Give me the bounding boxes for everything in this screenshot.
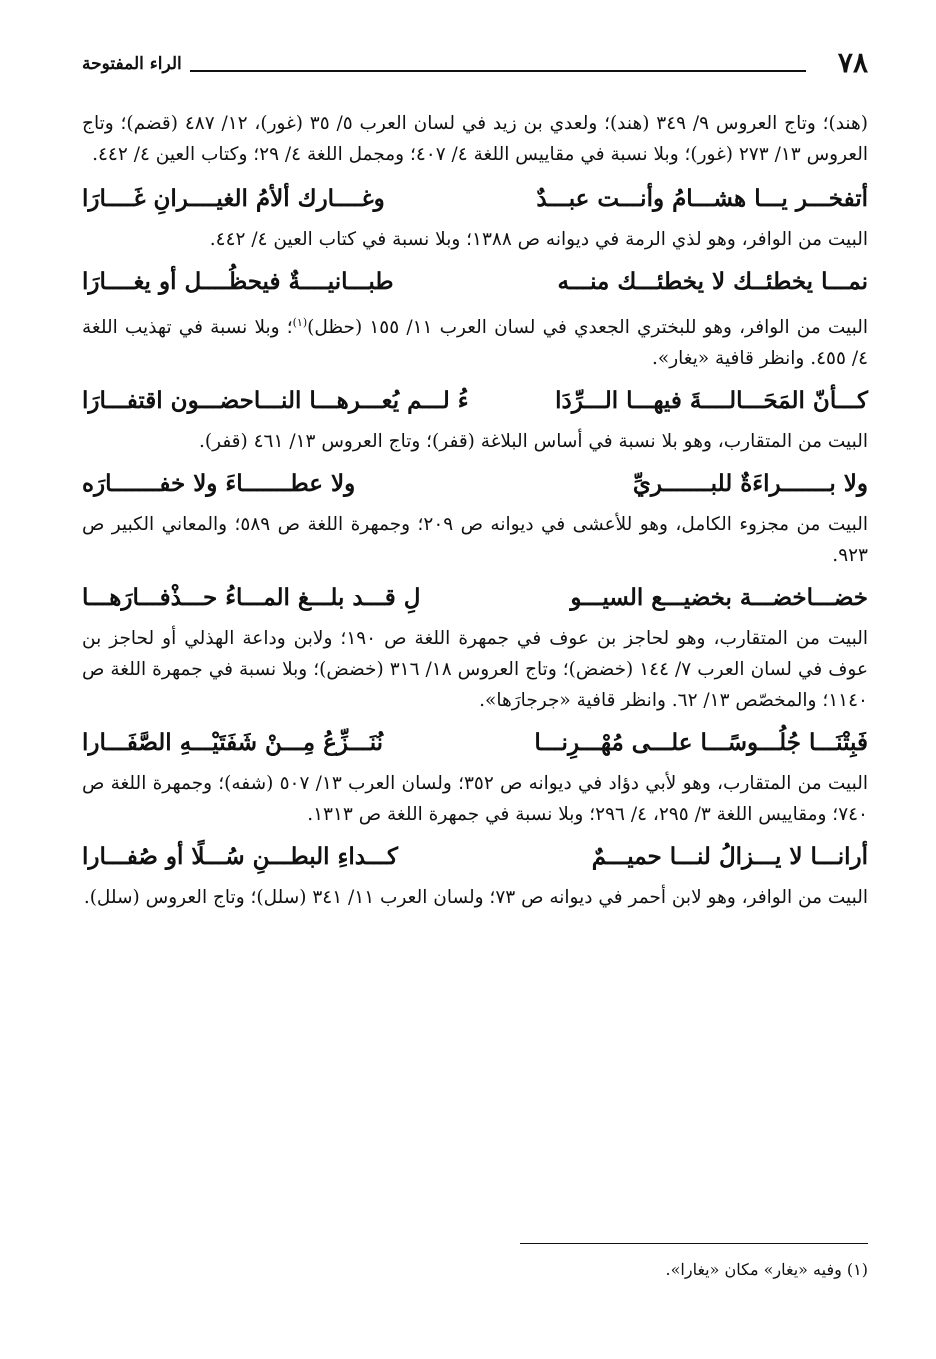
- verse-line: [82, 726, 868, 760]
- entry-2: [82, 265, 868, 374]
- verse-first-hemistich: فَبِتْنَـــا جُلُـــوسًـــا علـــى مُهْـــرِنـــا: [534, 729, 868, 757]
- entry-4: [82, 467, 868, 571]
- page-number: ٧٨: [837, 46, 868, 79]
- verse-second-hemistich: ولا عطـــــــاءَ ولا خفـــــــارَه: [82, 470, 356, 498]
- commentary: البيت من المتقارب، وهو بلا نسبة في أساس البلاغة (قفر)؛ وتاج العروس ١٣/ ٤٦١ (قفر).: [199, 431, 868, 453]
- entry-7: [82, 840, 868, 913]
- commentary: البيت من المتقارب، وهو لحاجز بن عوف في جمهرة اللغة ص ١٩٠؛ ولابن وداعة الهذلي أو لحاجز بن عوف في لسان العرب ٧/ ١٤٤ (خضض)؛ وتاج العروس ١٨/ ٣١٦ (خضض)؛ وبلا نسبة في جمهرة اللغة ص ١١٤٠؛ والمخصّص ١٣/ ٦٢. وانظر قافية «جرجارَها».: [82, 628, 869, 712]
- footnote-rule: [520, 1243, 868, 1244]
- verse-second-hemistich: ءُ لـــم يُعـــرهـــا النـــاحضـــون اقتفـــارَا: [82, 387, 469, 415]
- verse-line: [82, 265, 868, 299]
- commentary-tail: ؛ وبلا نسبة في تهذيب اللغة ٤/ ٤٥٥. وانظر قافية «يغار».: [82, 317, 868, 370]
- main-content: [82, 108, 868, 923]
- verse-line: [82, 467, 868, 501]
- verse-first-hemistich: كـــأنّ المَحَـــالــــةَ فيهـــا الـــرِّدَا: [555, 387, 868, 415]
- entry-5: [82, 581, 868, 716]
- entry-1: [82, 182, 868, 255]
- commentary: [82, 307, 868, 374]
- entry-3: [82, 384, 868, 457]
- verse-second-hemistich: لِ قـــد بلـــغ المـــاءُ حـــذْفـــارَهـــا: [82, 584, 421, 612]
- running-title: الراء المفتوحة: [82, 54, 182, 74]
- verse-first-hemistich: ولا بـــــــراءَةٌ للبـــــــريِّ: [632, 470, 868, 498]
- verse-first-hemistich: خضـــاخضـــة بخضيـــع السيـــو: [570, 584, 868, 612]
- verse-first-hemistich: أرانـــا لا يـــزالُ لنـــا حميـــمٌ: [591, 843, 868, 871]
- verse-line: [82, 840, 868, 874]
- verse-line: [82, 182, 868, 216]
- commentary: البيت من الوافر، وهو لابن أحمر في ديوانه ص ٧٣؛ ولسان العرب ١١/ ٣٤١ (سلل)؛ وتاج العروس (سلل).: [83, 887, 868, 909]
- verse-line: [82, 581, 868, 615]
- commentary: البيت من المتقارب، وهو لأبي دؤاد في ديوانه ص ٣٥٢؛ ولسان العرب ١٣/ ٥٠٧ (شفه)؛ وجمهرة اللغة ص ٧٤٠؛ ومقاييس اللغة ٣/ ٢٩٥، ٤/ ٢٩٦؛ وبلا نسبة في جمهرة اللغة ص ١٣١٣.: [82, 773, 868, 826]
- verse-second-hemistich: نُنَـــزِّعُ مِـــنْ شَفَتَيْـــهِ الصَّفَـــارا: [82, 729, 384, 757]
- verse-first-hemistich: أتفخـــر يـــا هشـــامُ وأنـــت عبـــدٌ: [536, 185, 868, 212]
- footnote: (١) وفيه «يغار» مكان «يغارا».: [665, 1260, 868, 1279]
- footnote-reference[interactable]: (١): [292, 316, 308, 329]
- intro-paragraph: (هند)؛ وتاج العروس ٩/ ٣٤٩ (هند)؛ ولعدي بن زيد في لسان العرب ٥/ ٣٥ (غور)، ١٢/ ٤٨٧ (قضم)؛ وتاج العروس ١٣/ ٢٧٣ (غور)؛ وبلا نسبة في مقاييس اللغة ٤/ ٤٠٧؛ ومجمل اللغة ٤/ ٢٩؛ وكتاب العين ٤/ ٤٤٢.: [82, 113, 868, 165]
- verse-second-hemistich: كـــداءِ البطـــنِ سُـــلًا أو صُفـــارا: [82, 843, 398, 871]
- page-header: [82, 44, 868, 84]
- commentary: البيت من الوافر، وهو لذي الرمة في ديوانه ص ١٣٨٨؛ وبلا نسبة في كتاب العين ٤/ ٤٤٢.: [209, 229, 868, 250]
- verse-second-hemistich: طبـــانيــــةٌ فيحظُــــل أو يغــــارَا: [82, 268, 394, 295]
- verse-second-hemistich: وغــــارك ألأمُ الغيــــرانِ غَــــارَا: [82, 185, 385, 212]
- verse-first-hemistich: نمـــا يخطئــك لا يخطئـــك منـــه: [557, 268, 868, 295]
- commentary-text: البيت من الوافر، وهو للبختري الجعدي في لسان العرب ١١/ ١٥٥ (حظل): [307, 317, 868, 339]
- entry-6: [82, 726, 868, 830]
- verse-line: [82, 384, 868, 418]
- header-rule: [190, 70, 806, 72]
- commentary: البيت من مجزوء الكامل، وهو للأعشى في ديوانه ص ٢٠٩؛ وجمهرة اللغة ص ٥٨٩؛ والمعاني الكبير ص ٩٢٣.: [82, 514, 868, 567]
